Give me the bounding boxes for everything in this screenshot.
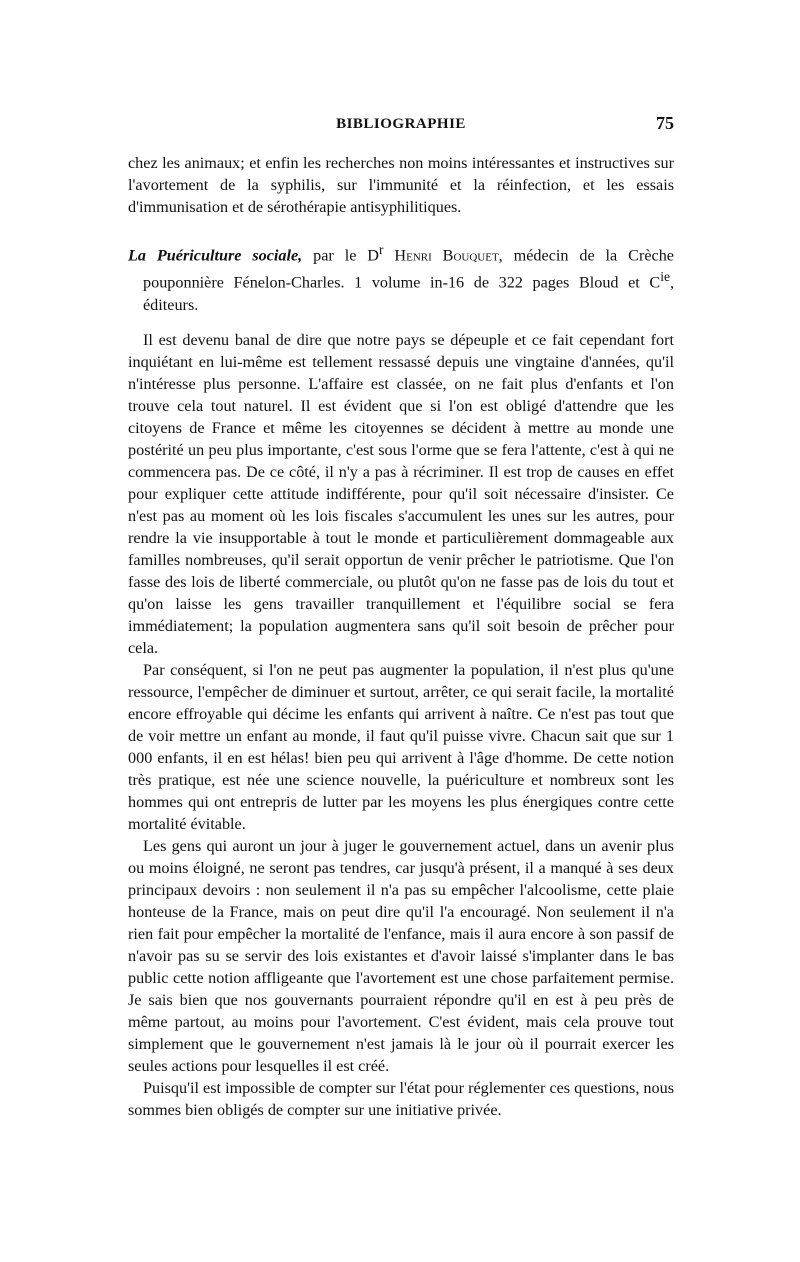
page-body xyxy=(128,152,674,1121)
entry-details: médecin de la Crèche pouponnière Fénelon-Charles. 1 volume in-16 de 322 pages Bloud et C xyxy=(143,246,674,292)
page-number: 75 xyxy=(656,113,674,133)
entry-publisher-tail: , éditeurs. xyxy=(143,273,674,314)
continued-paragraph: chez les animaux; et enfin les recherches non moins intéressantes et instructives sur l'avortement de la syphilis, sur l'immunité et la réinfection, et les essais d'immunisation et de sérothérapie antisyphilitiques. xyxy=(128,154,674,216)
book-title: La Puériculture sociale, xyxy=(128,246,303,265)
bibliographic-entry xyxy=(128,239,674,316)
entry-by-superscript: r xyxy=(379,242,384,257)
author-name: Henri Bouquet, xyxy=(383,246,503,265)
entry-details-superscript: ie xyxy=(660,269,670,285)
entry-by: par le D xyxy=(302,246,379,265)
review-paragraph: Par conséquent, si l'on ne peut pas augmenter la population, il n'est plus qu'une ressource, l'empêcher de diminuer et surtout, arrêter, ce qui serait facile, la mortalité encore effroyable qui décime les enfants qui arrivent à naître. Ce n'est pas tout que de voir mettre un enfant au monde, il faut qu'il puisse vivre. Chacun sait que sur 1 000 enfants, il en est hélas! bien peu qui arrivent à l'âge d'homme. De cette notion très pratique, est née une science nouvelle, la puériculture et nombreux sont les hommes qui ont entrepris de lutter par les moyens les plus énergiques contre cette mortalité évitable. xyxy=(128,660,674,833)
review-paragraph: Les gens qui auront un jour à juger le gouvernement actuel, dans un avenir plus ou moins éloigné, ne seront pas tendres, car jusqu'à présent, il a manqué à ses deux principaux devoirs : non seulement il n'a pas su empêcher l'alcoolisme, cette plaie honteuse de la France, mais on peut dire qu'il l'a encouragé. Non seulement il n'a rien fait pour empêcher la mortalité de l'enfance, mais il aura encore à son passif de n'avoir pas su se servir des lois existantes et d'avoir laissé s'implanter dans le bas public cette notion affligeante que l'avortement est une chose parfaitement permise. Je sais bien que nos gouvernants pourraient répondre qu'il en est à peu près de même partout, au moins pour l'avortement. C'est évident, mais cela prouve tout simplement que le gouvernement n'est jamais là le jour où il pourrait exercer les seules actions pour lesquelles il est créé. xyxy=(128,836,674,1075)
running-title: BIBLIOGRAPHIE xyxy=(336,116,466,132)
review-paragraph: Il est devenu banal de dire que notre pays se dépeuple et ce fait cependant fort inquiétant en lui-même est tellement ressassé depuis une vingtaine d'années, qu'il n'intéresse plus personne. L'affaire est classée, on ne fait plus d'enfants et l'on trouve cela tout naturel. Il est évident que si l'on est obligé d'attendre que les citoyens de France et même les citoyennes se décident à mettre au monde une postérité un peu plus importante, c'est sous l'orme que se fera l'attente, c'est à qui ne commencera pas. De ce côté, il n'y a pas à récriminer. Il est trop de causes en effet pour expliquer cette attitude indifférente, pour qu'il soit nécessaire d'insister. Ce n'est pas au moment où les lois fiscales s'accumulent les unes sur les autres, pour rendre la vie insupportable à tout le monde et particulièrement dommageable aux familles nombreuses, qu'il serait opportun de venir prêcher le patriotisme. Que l'on fasse des lois de liberté commerciale, ou plutôt qu'on ne fasse pas de lois du tout et qu'on laisse les gens travailler tranquillement et l'équilibre social se fera immédiatement; la population augmentera sans qu'il soit besoin de prêcher pour cela. xyxy=(128,330,674,657)
page-header xyxy=(128,113,674,138)
review-paragraph: Puisqu'il est impossible de compter sur l'état pour réglementer ces questions, nous sommes bien obligés de compter sur une initiative privée. xyxy=(128,1078,674,1119)
